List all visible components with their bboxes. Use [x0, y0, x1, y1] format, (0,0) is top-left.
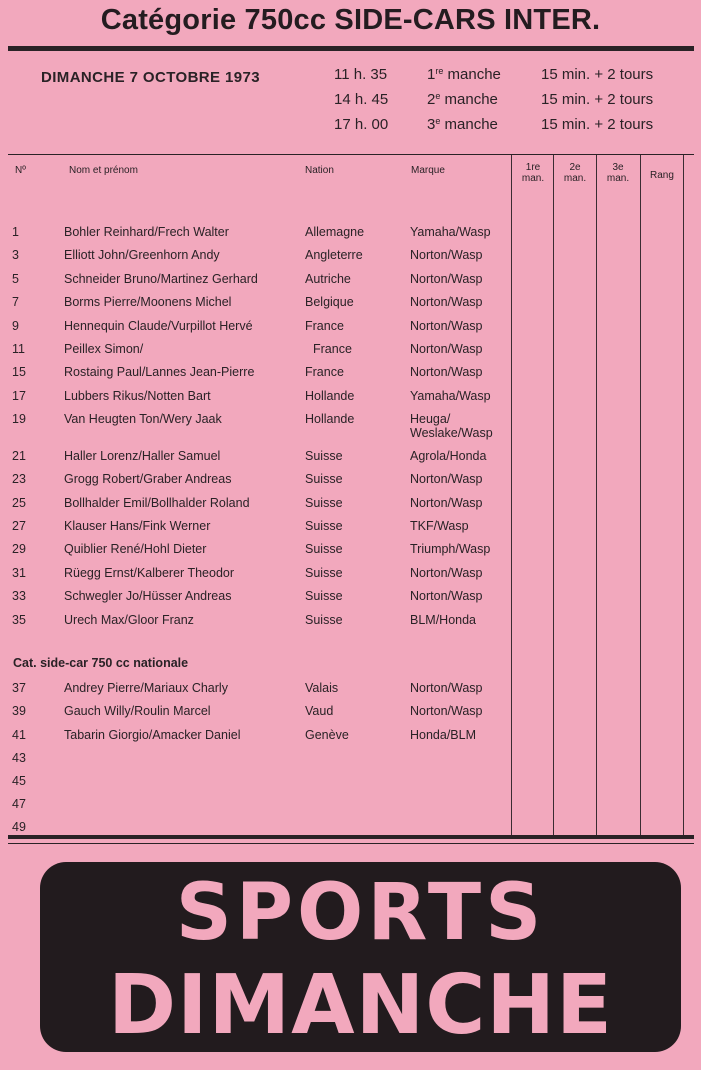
entry-number: 17 — [12, 389, 26, 403]
table-row — [0, 272, 701, 295]
entry-brand: Yamaha/Wasp — [410, 225, 491, 239]
col-header-manche-2: 2e man. — [563, 162, 587, 184]
entry-brand: Triumph/Wasp — [410, 542, 491, 556]
col-header-name: Nom et prénom — [69, 165, 138, 176]
table-row — [0, 589, 701, 612]
entry-brand: BLM/Honda — [410, 613, 477, 627]
entry-name: Schwegler Jo/Hüsser Andreas — [64, 589, 232, 603]
entry-nation: Vaud — [305, 704, 334, 718]
col-header-nation: Nation — [305, 165, 334, 176]
entry-nation: Suisse — [305, 519, 343, 533]
col-header-manche-3: 3e man. — [606, 162, 630, 184]
entry-number: 3 — [12, 248, 19, 262]
entry-nation: France — [305, 365, 344, 379]
table-row — [0, 820, 701, 843]
entry-nation: Allemagne — [305, 225, 365, 239]
entry-brand: Norton/Wasp — [410, 365, 483, 379]
entry-name: Rostaing Paul/Lannes Jean-Pierre — [64, 365, 255, 379]
entry-nation: Autriche — [305, 272, 351, 286]
entry-name: Andrey Pierre/Mariaux Charly — [64, 681, 228, 695]
entry-brand: Norton/Wasp — [410, 248, 483, 262]
table-row — [0, 412, 701, 448]
entry-brand: Norton/Wasp — [410, 295, 483, 309]
entry-nation: Genève — [305, 728, 349, 742]
logo-line-sports: SPORTS — [175, 868, 546, 958]
entry-name: Lubbers Rikus/Notten Bart — [64, 389, 211, 403]
table-row — [0, 248, 701, 271]
table-row — [0, 365, 701, 388]
schedule-time: 11 h. 35 — [334, 66, 388, 83]
entry-number: 35 — [12, 613, 26, 627]
entry-nation: Suisse — [305, 449, 343, 463]
table-row — [0, 613, 701, 636]
entry-name: Peillex Simon/ — [64, 342, 144, 356]
col-header-rank: Rang — [650, 170, 674, 181]
table-row — [0, 389, 701, 412]
schedule-duration: 15 min. + 2 tours — [541, 66, 654, 83]
entry-brand: Norton/Wasp — [410, 472, 483, 486]
entry-brand: Agrola/Honda — [410, 449, 487, 463]
entry-name: Borms Pierre/Moonens Michel — [64, 295, 232, 309]
entry-nation: Belgique — [305, 295, 354, 309]
entry-number: 45 — [12, 774, 26, 788]
entry-name: Van Heugten Ton/Wery Jaak — [64, 412, 222, 426]
schedule-duration: 15 min. + 2 tours — [541, 91, 654, 108]
table-row — [0, 751, 701, 774]
entry-brand: Norton/Wasp — [410, 342, 483, 356]
entry-name: Hennequin Claude/Vurpillot Hervé — [64, 319, 253, 333]
table-row — [0, 496, 701, 519]
entry-brand: Yamaha/Wasp — [410, 389, 491, 403]
entry-nation: Angleterre — [305, 248, 363, 262]
entry-number: 25 — [12, 496, 26, 510]
entry-brand: Norton/Wasp — [410, 704, 483, 718]
entry-name: Tabarin Giorgio/Amacker Daniel — [64, 728, 241, 742]
entry-nation: Suisse — [305, 472, 343, 486]
entry-name: Rüegg Ernst/Kalberer Theodor — [64, 566, 235, 580]
col-header-no: Nº — [15, 165, 26, 176]
schedule-manche: 2e manche — [427, 91, 498, 108]
table-row — [0, 704, 701, 727]
table-row — [0, 519, 701, 542]
entry-nation: Suisse — [305, 613, 343, 627]
col-header-brand: Marque — [411, 165, 445, 176]
schedule-manche: 3e manche — [427, 116, 498, 133]
logo-line-dimanche: DIMANCHE — [107, 958, 614, 1053]
schedule-row — [0, 116, 701, 141]
entry-name: Haller Lorenz/Haller Samuel — [64, 449, 221, 463]
table-bottom-rule — [8, 835, 694, 839]
entry-name: Klauser Hans/Fink Werner — [64, 519, 211, 533]
table-row — [0, 342, 701, 365]
entry-nation: Suisse — [305, 589, 343, 603]
table-row — [0, 728, 701, 751]
entry-brand: TKF/Wasp — [410, 519, 469, 533]
table-row — [0, 797, 701, 820]
table-bottom-rule-thin — [8, 843, 694, 844]
table-top-rule — [8, 154, 694, 155]
table-row — [0, 681, 701, 704]
entry-number: 43 — [12, 751, 26, 765]
entry-number: 33 — [12, 589, 26, 603]
entry-number: 19 — [12, 412, 26, 426]
table-row — [0, 472, 701, 495]
schedule-time: 17 h. 00 — [334, 116, 389, 133]
entry-number: 9 — [12, 319, 19, 333]
schedule-duration: 15 min. + 2 tours — [541, 116, 654, 133]
table-row — [0, 225, 701, 248]
schedule-time: 14 h. 45 — [334, 91, 389, 108]
entry-number: 41 — [12, 728, 26, 742]
entry-number: 49 — [12, 820, 26, 834]
entry-number: 29 — [12, 542, 26, 556]
entry-nation: Suisse — [305, 542, 343, 556]
entry-number: 1 — [12, 225, 19, 239]
entry-brand: Norton/Wasp — [410, 272, 483, 286]
sports-dimanche-logo — [40, 862, 681, 1052]
entry-brand: Norton/Wasp — [410, 681, 483, 695]
entry-name: Grogg Robert/Graber Andreas — [64, 472, 232, 486]
entry-number: 23 — [12, 472, 26, 486]
entry-nation: France — [313, 342, 352, 356]
top-rule — [8, 46, 694, 51]
entry-brand: Norton/Wasp — [410, 319, 483, 333]
entry-number: 7 — [12, 295, 19, 309]
entry-brand: Honda/BLM — [410, 728, 477, 742]
entry-brand: Norton/Wasp — [410, 496, 483, 510]
entry-number: 37 — [12, 681, 26, 695]
entry-nation: Suisse — [305, 566, 343, 580]
entry-name: Bollhalder Emil/Bollhalder Roland — [64, 496, 250, 510]
entry-nation: Valais — [305, 681, 339, 695]
entry-name: Schneider Bruno/Martinez Gerhard — [64, 272, 258, 286]
entry-number: 11 — [12, 342, 25, 356]
entry-number: 15 — [12, 365, 26, 379]
entry-name: Gauch Willy/Roulin Marcel — [64, 704, 211, 718]
table-row — [0, 319, 701, 342]
entry-name: Bohler Reinhard/Frech Walter — [64, 225, 229, 239]
table-row — [0, 774, 701, 797]
entry-name: Quiblier René/Hohl Dieter — [64, 542, 207, 556]
page-title: Catégorie 750cc SIDE-CARS INTER. — [100, 4, 601, 36]
entry-brand: Norton/Wasp — [410, 566, 483, 580]
entry-number: 5 — [12, 272, 19, 286]
event-date: DIMANCHE 7 OCTOBRE 1973 — [41, 69, 260, 86]
entry-brand: Heuga/ Weslake/Wasp — [410, 412, 493, 440]
entry-number: 31 — [12, 566, 26, 580]
national-category-heading: Cat. side-car 750 cc nationale — [13, 656, 189, 670]
table-row — [0, 566, 701, 589]
table-row — [0, 449, 701, 472]
entry-brand: Norton/Wasp — [410, 589, 483, 603]
schedule-manche: 1re manche — [427, 66, 501, 83]
table-row — [0, 295, 701, 318]
col-header-manche-1: 1re man. — [521, 162, 545, 184]
entry-number: 39 — [12, 704, 26, 718]
entry-number: 21 — [12, 449, 26, 463]
entry-name: Elliott John/Greenhorn Andy — [64, 248, 220, 262]
entry-name: Urech Max/Gloor Franz — [64, 613, 194, 627]
entry-nation: Suisse — [305, 496, 343, 510]
entry-nation: Hollande — [305, 412, 355, 426]
entry-number: 47 — [12, 797, 26, 811]
table-row — [0, 542, 701, 565]
entry-number: 27 — [12, 519, 26, 533]
schedule-row — [0, 91, 701, 116]
entry-nation: Hollande — [305, 389, 355, 403]
schedule-row — [0, 66, 701, 91]
entry-nation: France — [305, 319, 344, 333]
